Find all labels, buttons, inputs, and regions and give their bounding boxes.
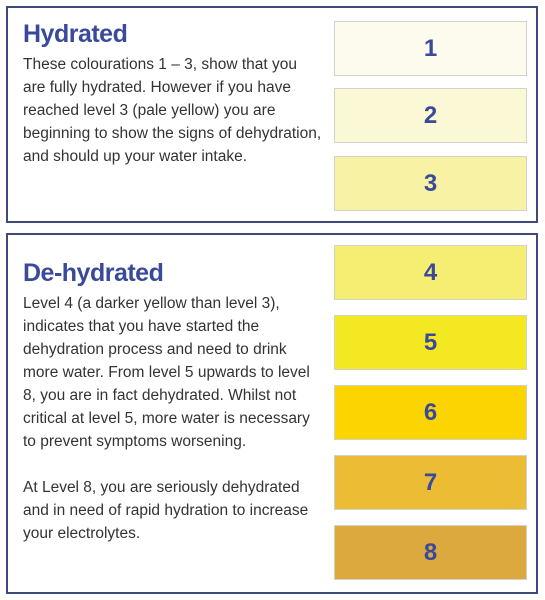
hydrated-panel [6,6,538,223]
dehydrated-title: De-hydrated [23,259,164,287]
dehydrated-description-text-2: At Level 8, you are seriously dehydrated and in need of rapid hydration to increase your electrolytes. [23,479,309,542]
color-level-5 [334,315,527,370]
color-level-3 [334,156,527,211]
level-number: 6 [423,398,438,426]
hydrated-description [23,53,323,168]
dehydrated-description [23,292,313,545]
level-number: 5 [423,328,438,356]
color-level-7 [334,455,527,510]
level-number: 1 [423,34,438,62]
color-level-1 [334,21,527,76]
dehydrated-panel [6,233,538,594]
level-number: 8 [423,538,438,566]
color-level-4 [334,245,527,300]
dehydrated-description-text-1: Level 4 (a darker yellow than level 3), indicates that you have started the dehydration process and need to drink more water. From level 5 upwards to level 8, you are in fact dehydrated. Whilst not critical at level 5, more water is necessary to prevent symptoms worsening. [23,295,310,450]
color-level-2 [334,88,527,143]
level-number: 7 [423,468,438,496]
hydrated-title: Hydrated [23,20,128,48]
level-number: 3 [423,169,438,197]
level-number: 2 [423,101,438,129]
hydrated-description-text: These colourations 1 – 3, show that you are fully hydrated. However if you have reached level 3 (pale yellow) you are beginning to show the signs of dehydration, and should up your water intake. [23,56,322,165]
level-number: 4 [423,258,438,286]
color-level-6 [334,385,527,440]
color-level-8 [334,525,527,580]
